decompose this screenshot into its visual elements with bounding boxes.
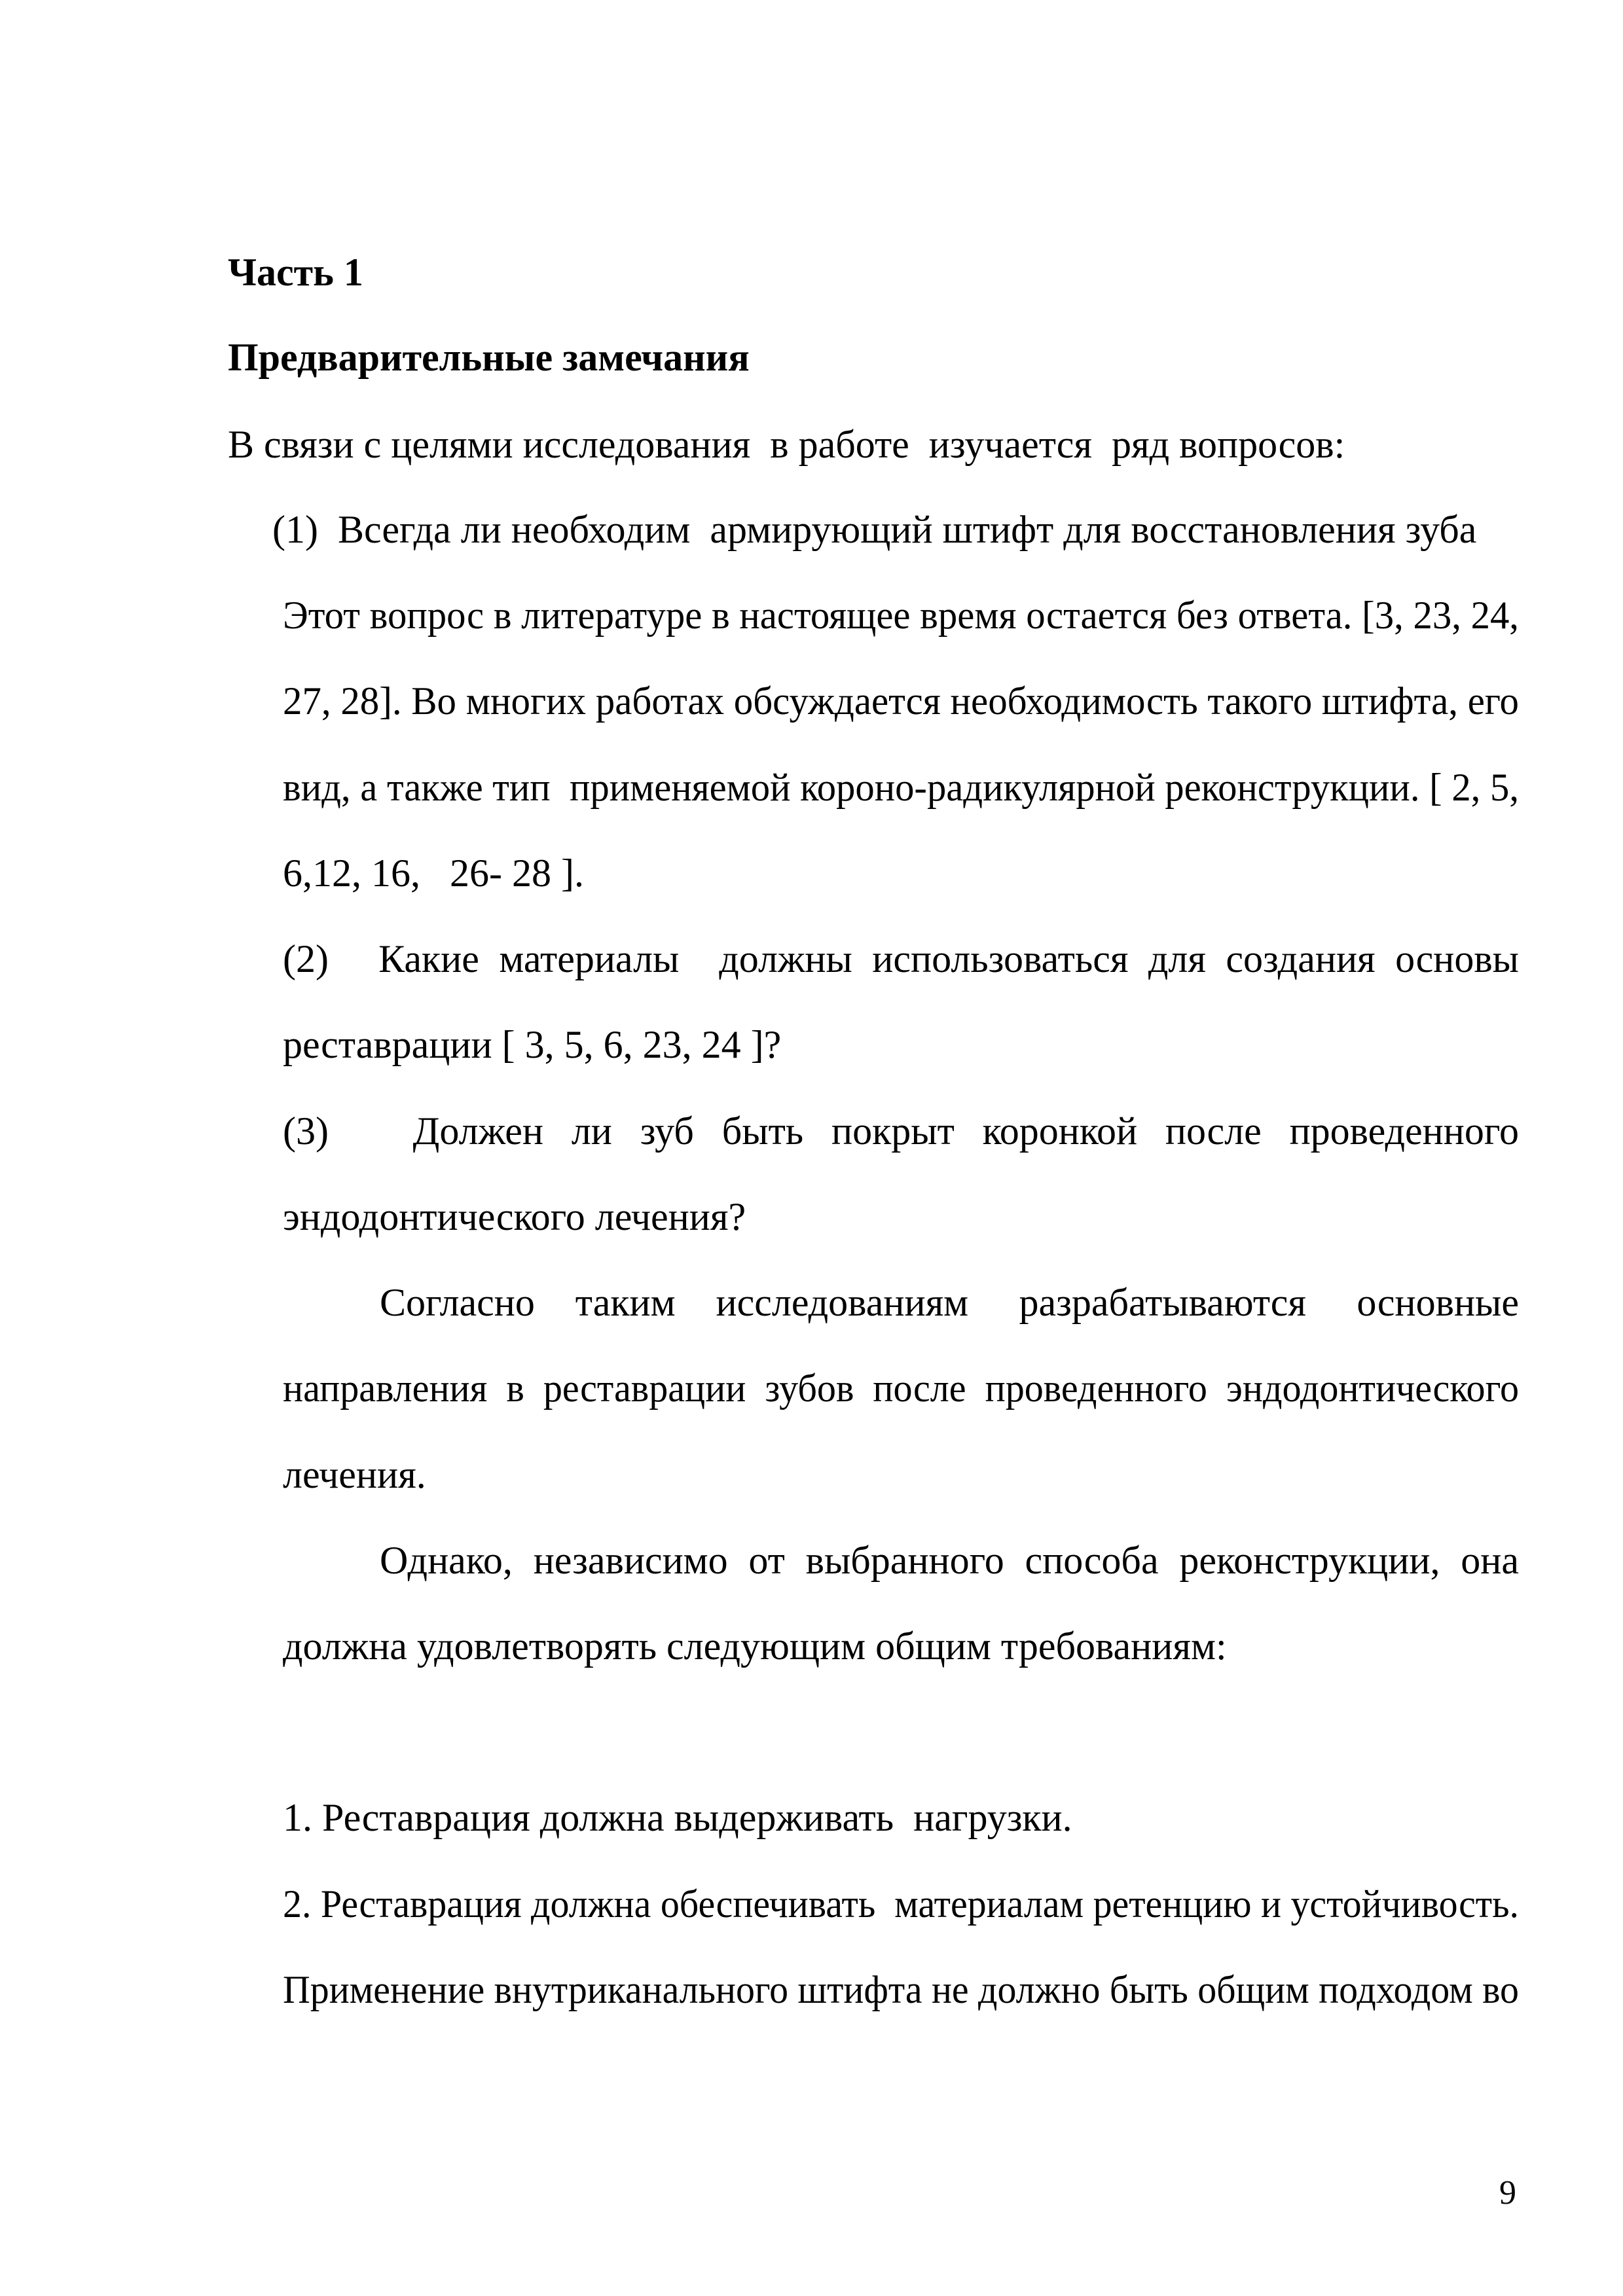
question-1 bbox=[272, 487, 1519, 573]
question-3-text: (3) Должен ли зуб быть покрыт коронкой после проведенного bbox=[283, 1109, 1519, 1153]
text-line-content: должна удовлетворять следующим общим требованиям: bbox=[283, 1624, 1227, 1668]
text-line-content: направления в реставрации зубов после проведенного эндодонтического bbox=[283, 1367, 1519, 1410]
text-line bbox=[283, 1604, 1519, 1689]
text-line-content: реставрации [ 3, 5, 6, 23, 24 ]? bbox=[283, 1023, 782, 1066]
intro-line bbox=[228, 402, 1519, 488]
requirement-1-text: 1. Реставрация должна выдерживать нагрузки. bbox=[283, 1796, 1072, 1839]
text-line bbox=[283, 658, 1519, 744]
question-3 bbox=[283, 1088, 1519, 1174]
requirement-1 bbox=[283, 1775, 1519, 1861]
text-line-content: 6,12, 16, 26- 28 ]. bbox=[283, 852, 584, 895]
question-2 bbox=[283, 916, 1519, 1002]
text-line-content: 27, 28]. Во многих работах обсуждается необходимость такого штифта, его bbox=[283, 679, 1519, 723]
text-line bbox=[283, 1002, 1519, 1088]
part-title: Часть 1 bbox=[228, 251, 363, 294]
text-line bbox=[283, 1174, 1519, 1260]
text-line-content: Применение внутриканального штифта не должно быть общим подходом во bbox=[283, 1968, 1519, 2011]
text-line-content: вид, а также тип применяемой короно-радикулярной реконструкции. [ 2, 5, bbox=[283, 766, 1519, 809]
paragraph-start bbox=[380, 1518, 1519, 1604]
paragraph-start-text: Согласно таким исследованиям разрабатываются основные bbox=[380, 1281, 1519, 1324]
part-title-line bbox=[228, 230, 1519, 315]
requirement-2 bbox=[283, 1861, 1519, 1947]
text-line bbox=[283, 1346, 1519, 1431]
section-title: Предварительные замечания bbox=[228, 336, 750, 379]
text-line-content: лечения. bbox=[283, 1453, 426, 1496]
text-line bbox=[283, 573, 1519, 658]
question-1-text: (1) Всегда ли необходим армирующий штифт для восстановления зуба bbox=[272, 508, 1477, 551]
question-2-text: (2) Какие материалы должны использоваться для создания основы bbox=[283, 937, 1519, 980]
text-line bbox=[283, 831, 1519, 916]
intro-text: В связи с целями исследования в работе изучается ряд вопросов: bbox=[228, 423, 1345, 466]
requirement-2-text: 2. Реставрация должна обеспечивать материалам ретенцию и устойчивость. bbox=[283, 1882, 1519, 1926]
paragraph-start-text: Однако, независимо от выбранного способа реконструкции, она bbox=[380, 1539, 1519, 1582]
text-line-content: Этот вопрос в литературе в настоящее время остается без ответа. [3, 23, 24, bbox=[283, 594, 1519, 637]
page-number: 9 bbox=[1499, 2174, 1516, 2212]
text-line-content: эндодонтического лечения? bbox=[283, 1195, 746, 1238]
text-line bbox=[283, 745, 1519, 831]
section-title-line bbox=[228, 315, 1519, 401]
paragraph-start bbox=[380, 1260, 1519, 1346]
text-line bbox=[283, 1432, 1519, 1518]
text-line bbox=[283, 1947, 1519, 2033]
